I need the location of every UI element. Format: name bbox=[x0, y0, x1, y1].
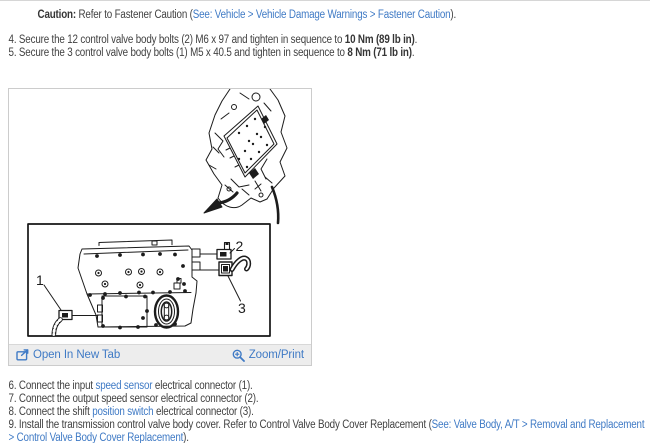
step-4-number: 4. bbox=[8, 34, 17, 46]
step-6 bbox=[9, 380, 650, 393]
callout-3-label: 3 bbox=[238, 300, 246, 316]
step-4 bbox=[9, 34, 650, 47]
caution-label: Caution: bbox=[37, 9, 76, 21]
zoom-in-icon bbox=[232, 349, 245, 362]
open-in-new-tab-icon bbox=[16, 349, 29, 361]
step-5 bbox=[9, 47, 650, 60]
caution-text-end: ). bbox=[450, 9, 457, 21]
step-4-text: Secure the 12 control valve body bolts (2) M6 x 97 and tighten in sequence to bbox=[16, 34, 345, 46]
fastener-caution-link[interactable]: See: Vehicle > Vehicle Damage Warnings > Fastener Caution bbox=[192, 9, 451, 21]
caution-text: Refer to Fastener Caution ( bbox=[75, 9, 193, 21]
open-bolt-heads bbox=[96, 269, 164, 289]
caution-block bbox=[0, 9, 650, 22]
step-7 bbox=[9, 393, 650, 406]
step-5-end: . bbox=[411, 47, 415, 60]
speed-sensor-link[interactable]: speed sensor bbox=[95, 380, 153, 392]
connector-2-art bbox=[200, 243, 235, 260]
steps-bottom-block bbox=[0, 380, 650, 443]
step-9-text-end: ). bbox=[183, 432, 189, 443]
open-in-new-tab-label: Open In New Tab bbox=[33, 349, 121, 361]
step-8-text: Connect the shift bbox=[16, 406, 93, 418]
direction-arrow-icon bbox=[204, 193, 237, 213]
position-switch-link[interactable]: position switch bbox=[92, 406, 154, 418]
step-5-torque: 8 Nm (71 lb in) bbox=[347, 47, 412, 60]
cover-replacement-link[interactable]: See: Valve Body, A/T > Removal and Replacement > Control Valve Body Cover Replacement bbox=[8, 419, 645, 443]
step-7-text: Connect the output speed sensor electrical connector (2). bbox=[16, 393, 259, 405]
bolt-dots bbox=[238, 118, 268, 168]
step-9-text: Install the transmission control valve body cover. Refer to Control Valve Body Cover Replacement ( bbox=[16, 419, 432, 431]
step-4-end: . bbox=[414, 34, 418, 46]
step-6-text-end: electrical connector (1). bbox=[152, 380, 253, 392]
step-8-text-end: electrical connector (3). bbox=[153, 406, 254, 418]
open-in-new-tab-link[interactable] bbox=[16, 349, 120, 361]
top-divider bbox=[0, 0, 650, 1]
zoom-print-label: Zoom/Print bbox=[248, 349, 304, 361]
step-5-number: 5. bbox=[8, 47, 17, 60]
step-6-number: 6. bbox=[8, 380, 17, 392]
step-9 bbox=[9, 419, 650, 443]
figure-toolbar bbox=[9, 344, 311, 365]
transmission-overview-art bbox=[204, 89, 287, 223]
step-6-text: Connect the input bbox=[16, 380, 96, 392]
zoom-print-link[interactable] bbox=[232, 349, 304, 362]
callout-2-label: 2 bbox=[235, 238, 244, 254]
step-9-number: 9. bbox=[8, 419, 17, 431]
step-7-number: 7. bbox=[8, 393, 17, 405]
step-8 bbox=[9, 406, 650, 419]
step-4-torque: 10 Nm (89 lb in) bbox=[344, 34, 415, 46]
connector-1-art bbox=[44, 285, 98, 335]
cable-art bbox=[272, 187, 278, 223]
connector-3-art bbox=[200, 258, 249, 301]
callout-1-label: 1 bbox=[36, 272, 44, 288]
steps-top-block bbox=[0, 34, 650, 60]
step-5-text: Secure the 3 control valve body bolts (1) M5 x 40.5 and tighten in sequence to bbox=[16, 47, 348, 60]
step-8-number: 8. bbox=[8, 406, 17, 418]
figure-panel bbox=[8, 88, 312, 366]
caution-line bbox=[38, 9, 650, 22]
valve-body-figure bbox=[9, 89, 311, 344]
